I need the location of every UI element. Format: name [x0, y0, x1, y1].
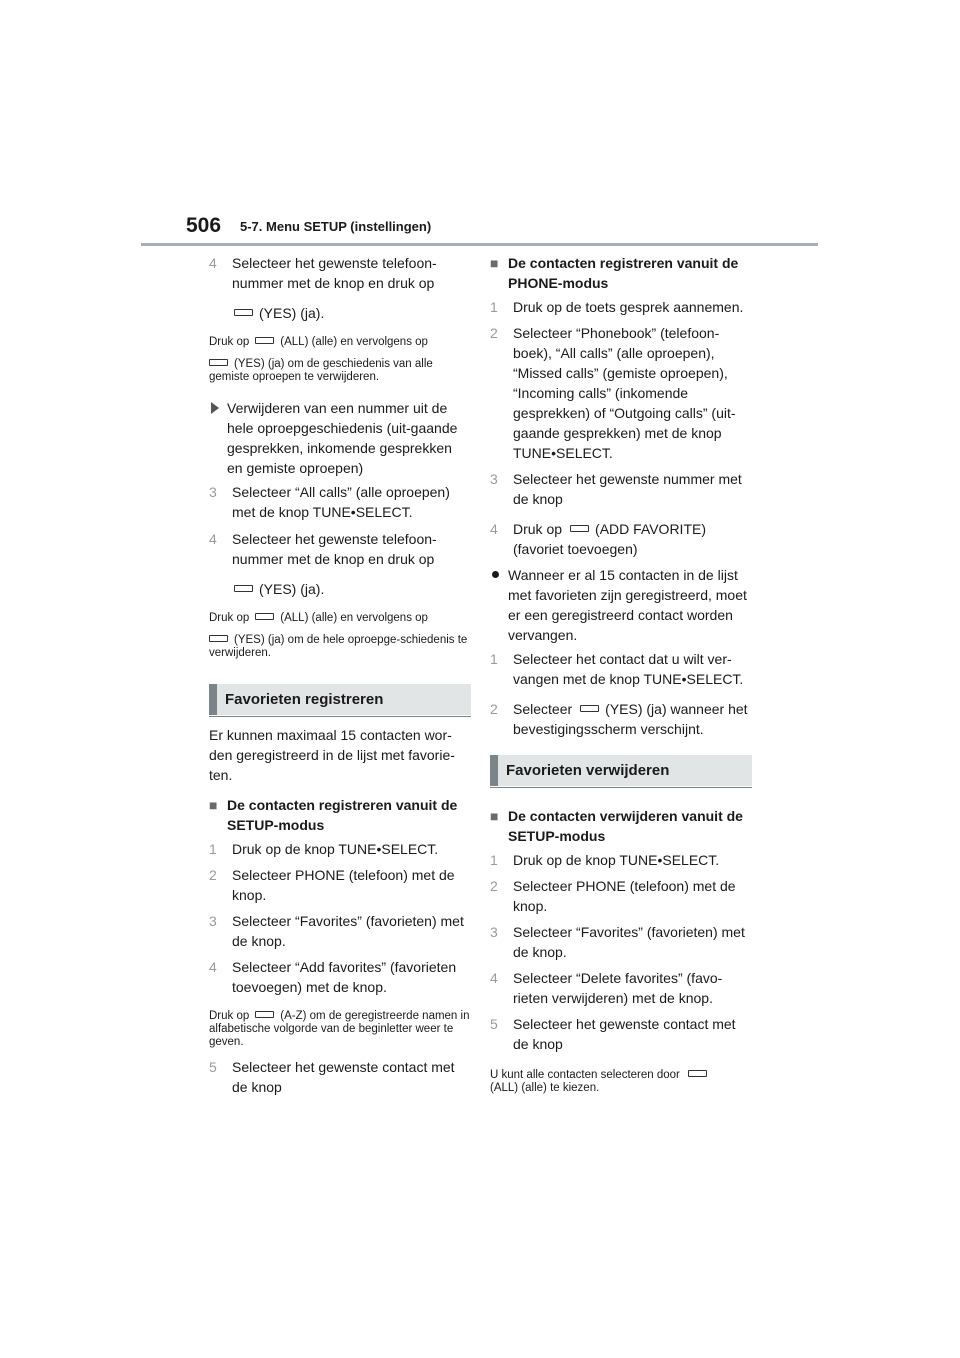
- note: [209, 336, 471, 349]
- step-number: 5: [490, 1016, 498, 1032]
- step: [209, 911, 471, 951]
- step-number: 1: [490, 852, 498, 868]
- right-column: [490, 253, 752, 1095]
- step-text: Druk op de toets gesprek aannemen.: [513, 299, 744, 315]
- step: [209, 529, 471, 569]
- button-icon: [255, 613, 274, 620]
- note: [490, 1069, 752, 1095]
- step-number: 1: [490, 299, 498, 315]
- note-text: (ALL) (alle) te kiezen.: [490, 1082, 600, 1094]
- step-number: 3: [209, 913, 217, 929]
- subheading: [490, 253, 752, 293]
- step-number: 5: [209, 1059, 217, 1075]
- subheading: [490, 806, 752, 846]
- note: [209, 634, 471, 660]
- section-box-favorieten-registreren: Favorieten registreren: [209, 684, 471, 715]
- button-icon: [234, 585, 253, 592]
- bullet-dot-icon: [492, 571, 499, 578]
- step: [209, 865, 471, 905]
- step: [209, 1057, 471, 1097]
- step-number: 3: [490, 471, 498, 487]
- step: [490, 297, 752, 317]
- square-bullet-icon: ■: [490, 808, 499, 824]
- note-text: (YES) (ja) om de hele oproepge-schiedenis te verwijderen.: [209, 634, 468, 659]
- step: [209, 482, 471, 522]
- step-number: 4: [209, 959, 217, 975]
- step: [209, 957, 471, 997]
- step-text: Selecteer het gewenste nummer met de knop: [513, 471, 742, 507]
- button-icon: [209, 359, 228, 366]
- step-text: Druk op de knop TUNE•SELECT.: [513, 852, 720, 868]
- step-text: Selecteer “Phonebook” (telefoon-boek), “All calls” (alle oproepen), “Missed calls” (gemiste oproepen), “Incoming calls” (inkomende gesprekken) of “Outgoing calls” (uit-gaande gesprekken) met de knop TUNE•SELECT.: [513, 325, 736, 461]
- bullet-text: Wanneer er al 15 contacten in de lijst met favorieten zijn geregistreerd, moet er een geregistreerd contact worden vervangen.: [508, 567, 747, 643]
- step-number: 3: [209, 484, 217, 500]
- step-continuation: [209, 303, 471, 323]
- step: [490, 1014, 752, 1054]
- note-text: Druk op: [209, 336, 250, 348]
- subheading-text: De contacten verwijderen vanuit de SETUP-modus: [508, 808, 743, 844]
- step-text: Selecteer “Add favorites” (favorieten toevoegen) met de knop.: [232, 959, 457, 995]
- step-text: Druk op: [513, 521, 563, 537]
- step: [490, 469, 752, 509]
- button-icon: [255, 1011, 274, 1018]
- square-bullet-icon: ■: [490, 255, 499, 271]
- note-text: Druk op: [209, 612, 250, 624]
- subheading: [209, 795, 471, 835]
- step-text: Selecteer het gewenste telefoon-nummer met de knop en druk op: [232, 255, 437, 291]
- subheading-text: De contacten registreren vanuit de PHONE-modus: [508, 255, 739, 291]
- button-icon: [234, 309, 253, 316]
- arrow-heading: [209, 398, 471, 478]
- step-number: 3: [490, 924, 498, 940]
- step-text: Selecteer “All calls” (alle oproepen) met de knop TUNE•SELECT.: [232, 484, 450, 520]
- note: [209, 1010, 471, 1049]
- step: [209, 839, 471, 859]
- button-label: (YES) (ja).: [259, 305, 325, 321]
- bullet-item: [490, 565, 752, 645]
- button-label: (YES) (ja).: [259, 581, 325, 597]
- step-text: Selecteer het gewenste contact met de knop: [232, 1059, 455, 1095]
- step: [490, 968, 752, 1008]
- section-title: 5-7. Menu SETUP (instellingen): [240, 219, 432, 234]
- step: [490, 699, 752, 739]
- step-number: 4: [490, 521, 498, 537]
- step-number: 2: [490, 701, 498, 717]
- header-divider: [141, 243, 818, 246]
- step: [490, 922, 752, 962]
- note-text: U kunt alle contacten selecteren door: [490, 1069, 680, 1081]
- step-number: 1: [209, 841, 217, 857]
- triangle-icon: [211, 402, 219, 414]
- step-number: 2: [490, 878, 498, 894]
- step-continuation: [209, 579, 471, 599]
- page-number: 506: [186, 214, 222, 237]
- step-text: Selecteer het gewenste contact met de knop: [513, 1016, 736, 1052]
- note: [209, 612, 471, 625]
- step-text: Selecteer het contact dat u wilt ver-vangen met de knop TUNE•SELECT.: [513, 651, 744, 687]
- step-text: Druk op de knop TUNE•SELECT.: [232, 841, 439, 857]
- step-number: 2: [490, 325, 498, 341]
- step-text: Selecteer “Favorites” (favorieten) met de knop.: [232, 913, 464, 949]
- note-text: (ALL) (alle) en vervolgens op: [280, 612, 428, 624]
- section-box-favorieten-verwijderen: Favorieten verwijderen: [490, 755, 752, 786]
- step-number: 1: [490, 651, 498, 667]
- step-text: (ADD FAVORITE) (favoriet toevoegen): [513, 521, 706, 557]
- step-text: Selecteer “Delete favorites” (favo-rieten verwijderen) met de knop.: [513, 970, 723, 1006]
- step: [490, 649, 752, 689]
- step-text: Selecteer PHONE (telefoon) met de knop.: [232, 867, 455, 903]
- subheading-text: De contacten registreren vanuit de SETUP-modus: [227, 797, 458, 833]
- button-icon: [688, 1070, 707, 1077]
- button-icon: [209, 635, 228, 642]
- note-text: (A-Z) om de geregistreerde namen in alfabetische volgorde van de beginletter weer te geven.: [209, 1010, 470, 1048]
- step: [490, 876, 752, 916]
- note-text: (ALL) (alle) en vervolgens op: [280, 336, 428, 348]
- arrow-text: Verwijderen van een nummer uit de hele oproepgeschiedenis (uit-gaande gesprekken, inkomende gesprekken en gemiste oproepen): [227, 400, 458, 476]
- intro-paragraph: Er kunnen maximaal 15 contacten wor-den geregistreerd in de lijst met favorie-ten.: [209, 727, 455, 783]
- note-text: Druk op: [209, 1010, 250, 1022]
- square-bullet-icon: ■: [209, 797, 218, 813]
- step-number: 4: [209, 255, 217, 271]
- step: [490, 519, 752, 559]
- note: [209, 358, 471, 384]
- step-text: Selecteer PHONE (telefoon) met de knop.: [513, 878, 736, 914]
- step-number: 4: [490, 970, 498, 986]
- button-icon: [580, 705, 599, 712]
- button-icon: [570, 525, 589, 532]
- step-text: Selecteer: [513, 701, 573, 717]
- step: [209, 253, 471, 293]
- step-text: Selecteer “Favorites” (favorieten) met de knop.: [513, 924, 745, 960]
- left-column: [209, 253, 471, 1097]
- step-text: Selecteer het gewenste telefoon-nummer met de knop en druk op: [232, 531, 437, 567]
- step-text: (YES) (ja) wanneer het bevestigingsscherm verschijnt.: [513, 701, 748, 737]
- button-icon: [255, 337, 274, 344]
- step-number: 2: [209, 867, 217, 883]
- step: [490, 323, 752, 463]
- note-text: (YES) (ja) om de geschiedenis van alle gemiste oproepen te verwijderen.: [209, 358, 433, 383]
- step-number: 4: [209, 531, 217, 547]
- step: [490, 850, 752, 870]
